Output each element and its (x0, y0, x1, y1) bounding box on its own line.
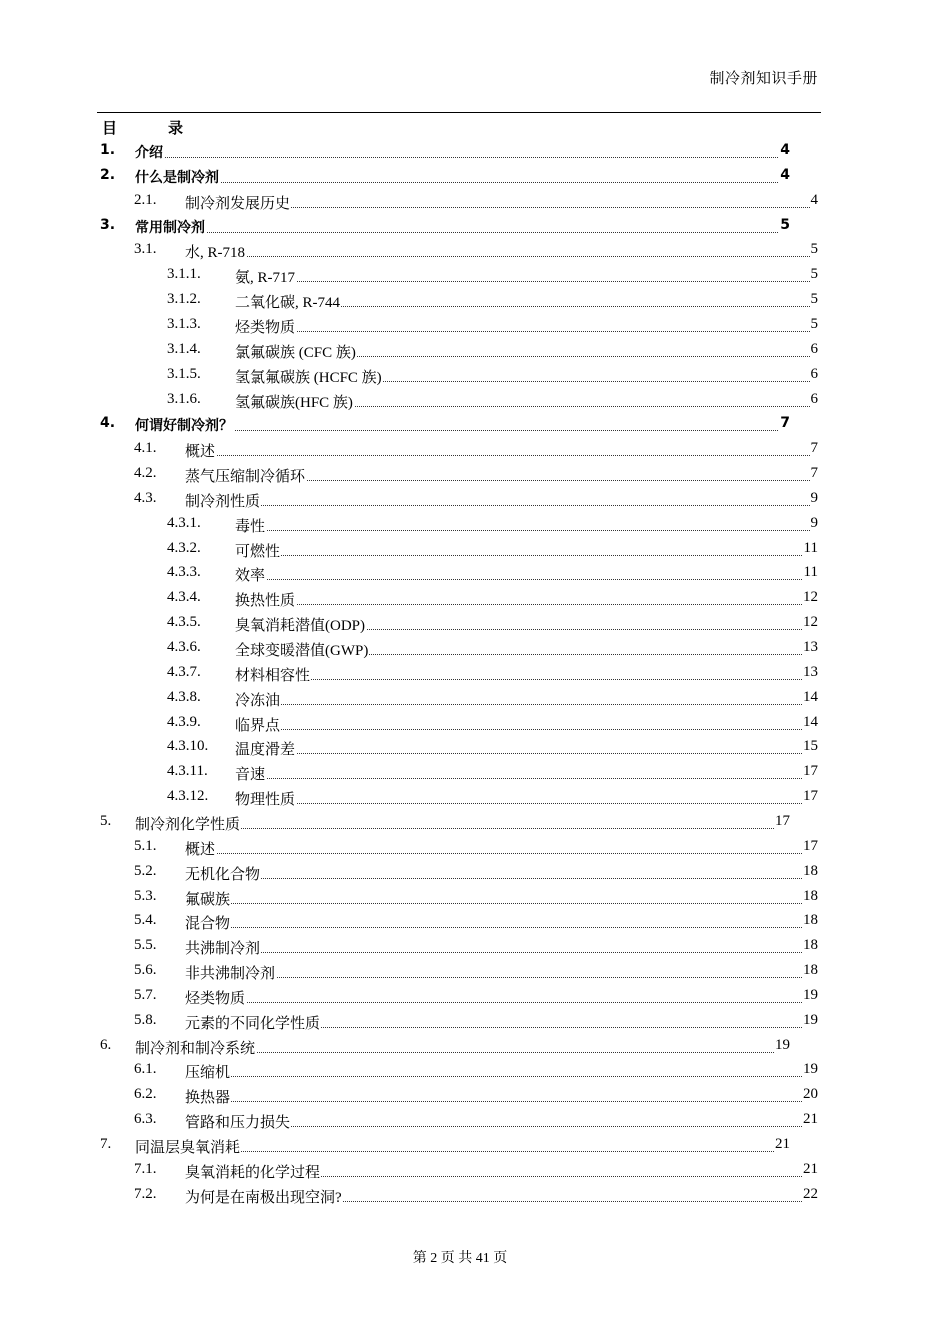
toc-entry-page: 5 (810, 266, 818, 283)
toc-entry-page: 12 (803, 589, 818, 606)
toc-entry-title: 概述 (185, 440, 216, 461)
toc-entry-page: 5 (810, 315, 818, 332)
toc-dot-leader (235, 530, 818, 531)
toc-entry-page: 18 (803, 937, 818, 954)
toc-entry[interactable] (167, 366, 818, 388)
toc-entry-number: 3.1.2. (167, 291, 201, 308)
toc-entry-page: 19 (803, 986, 818, 1003)
toc-dot-leader (235, 281, 818, 282)
toc-entry[interactable] (167, 291, 818, 313)
toc-dot-leader (185, 1002, 818, 1003)
toc-dot-leader (135, 232, 790, 233)
toc-entry-page: 7 (810, 465, 818, 482)
toc-entry-title: 无机化合物 (185, 863, 261, 884)
toc-entry[interactable] (167, 391, 818, 413)
toc-entry[interactable] (134, 1061, 818, 1083)
toc-entry-title: 临界点 (235, 714, 281, 735)
toc-entry-page: 13 (803, 639, 818, 655)
toc-entry[interactable] (134, 1111, 818, 1133)
toc-entry-number: 6.3. (134, 1111, 157, 1128)
toc-entry-number: 2.1. (134, 191, 157, 208)
toc-dot-leader (135, 157, 790, 158)
toc-entry-title: 概述 (185, 838, 216, 859)
page-footer: 第 2 页 共 41 页 (412, 1251, 508, 1266)
toc-entry-page: 14 (803, 688, 818, 705)
toc-entry-number: 4.3.3. (167, 564, 201, 581)
toc-entry-page: 19 (803, 1011, 818, 1028)
toc-entry[interactable] (134, 838, 818, 860)
toc-dot-leader (185, 952, 818, 953)
toc-entry-title: 全球变暖潜值(GWP) (235, 639, 369, 660)
toc-entry[interactable] (100, 1136, 790, 1158)
toc-entry-page: 21 (803, 1160, 818, 1177)
toc-entry-number: 4.2. (134, 465, 157, 482)
toc-entry-title: 制冷剂和制冷系统 (135, 1037, 256, 1058)
toc-entry[interactable] (134, 962, 818, 984)
toc-entry-title: 为何是在南极出现空洞? (185, 1186, 343, 1207)
toc-entry-page: 4 (810, 191, 818, 208)
toc-entry-title: 何谓好制冷剂？ (135, 415, 234, 435)
toc-entry-number: 6.2. (134, 1086, 157, 1103)
toc-entry-title: 氢氟碳族(HFC 族) (235, 391, 354, 412)
toc-entry-page: 4 (780, 142, 790, 158)
toc-entry-title: 共沸制冷剂 (185, 937, 261, 958)
toc-entry-number: 5.8. (134, 1011, 157, 1028)
toc-entry[interactable] (100, 167, 790, 189)
toc-entry-number: 4.3.5. (167, 614, 201, 631)
toc-dot-leader (185, 455, 818, 456)
toc-entry-title: 制冷剂化学性质 (135, 813, 241, 834)
toc-entry[interactable] (167, 788, 818, 810)
toc-entry-title: 冷冻油 (235, 689, 281, 710)
toc-entry-number: 5.4. (134, 912, 157, 929)
toc-entry-page: 5 (810, 241, 818, 258)
toc-entry[interactable] (134, 987, 818, 1009)
toc-entry-number: 5.1. (134, 837, 157, 854)
toc-entry-page: 7 (810, 440, 818, 457)
toc-dot-leader (185, 1101, 818, 1102)
toc-entry-title: 氟碳族 (185, 888, 231, 909)
toc-heading-right: 录 (168, 119, 184, 137)
toc-dot-leader (235, 579, 818, 580)
toc-entry[interactable] (100, 415, 790, 437)
toc-entry-number: 7.1. (134, 1160, 157, 1177)
toc-entry-title: 烃类物质 (185, 987, 246, 1008)
toc-entry-page: 11 (803, 539, 818, 556)
toc-entry-title: 管路和压力损失 (185, 1111, 291, 1132)
toc-entry[interactable] (167, 515, 818, 537)
toc-entry-page: 6 (810, 390, 818, 407)
toc-entry-page: 21 (803, 1111, 818, 1128)
toc-entry-title: 臭氧消耗的化学过程 (185, 1161, 321, 1182)
toc-entry-title: 材料相容性 (235, 664, 311, 685)
toc-entry-number: 1. (100, 142, 116, 158)
toc-dot-leader (185, 927, 818, 928)
toc-entry-number: 4.3.9. (167, 713, 201, 730)
toc-entry[interactable] (134, 937, 818, 959)
toc-entry-title: 氯氟碳族 (CFC 族) (235, 341, 357, 362)
toc-dot-leader (185, 977, 818, 978)
toc-entry-number: 5.7. (134, 986, 157, 1003)
toc-entry-page: 9 (810, 514, 818, 531)
toc-entry-title: 换热器 (185, 1086, 231, 1107)
toc-entry[interactable] (167, 266, 818, 288)
toc-dot-leader (235, 729, 818, 730)
toc-entry[interactable] (100, 813, 790, 835)
toc-entry-page: 18 (803, 887, 818, 904)
toc-entry[interactable] (167, 341, 818, 363)
toc-entry[interactable] (134, 1186, 818, 1208)
toc-entry-number: 4.3.11. (167, 763, 208, 780)
toc-entry-title: 元素的不同化学性质 (185, 1012, 321, 1033)
toc-entry-number: 5. (100, 812, 112, 829)
toc-entry-number: 3.1.3. (167, 315, 201, 332)
toc-entry-title: 换热性质 (235, 589, 296, 610)
toc-entry[interactable] (134, 465, 818, 487)
toc-entry-number: 4.3.2. (167, 539, 201, 556)
toc-entry-number: 3.1. (134, 241, 157, 258)
toc-entry-number: 6.1. (134, 1061, 157, 1078)
toc-dot-leader (185, 256, 818, 257)
toc-entry-number: 5.2. (134, 862, 157, 879)
toc-entry-page: 11 (803, 564, 818, 581)
toc-entry-page: 18 (803, 962, 818, 979)
toc-dot-leader (235, 753, 818, 754)
toc-entry-number: 4.3.6. (167, 639, 201, 655)
toc-entry-page: 15 (803, 738, 818, 755)
toc-entry[interactable] (100, 142, 790, 164)
toc-entry-number: 5.3. (134, 887, 157, 904)
toc-entry-number: 4.3. (134, 489, 157, 506)
toc-entry-page: 6 (810, 340, 818, 357)
toc-entry[interactable] (134, 888, 818, 910)
toc-entry-number: 4.3.4. (167, 589, 201, 606)
toc-entry-page: 17 (803, 837, 818, 854)
toc-entry[interactable] (167, 614, 818, 636)
toc-entry[interactable] (167, 714, 818, 736)
toc-dot-leader (185, 903, 818, 904)
toc-entry-page: 7 (780, 415, 790, 432)
toc-entry[interactable] (167, 540, 818, 562)
toc-entry-title: 物理性质 (235, 788, 296, 809)
toc-entry-number: 3. (100, 216, 116, 233)
toc-entry-page: 18 (803, 912, 818, 929)
toc-entry-page: 6 (810, 365, 818, 382)
running-header-title: 制冷剂知识手册 (709, 69, 818, 87)
toc-entry-title: 效率 (235, 564, 266, 585)
toc-entry[interactable] (167, 763, 818, 785)
toc-entry-number: 3.1.4. (167, 340, 201, 357)
toc-entry-number: 7.2. (134, 1185, 157, 1202)
toc-entry-title: 氨, R-717 (235, 266, 296, 287)
toc-entry[interactable] (100, 217, 790, 239)
toc-entry-number: 4.1. (134, 440, 157, 457)
toc-entry-number: 3.1.1. (167, 266, 201, 283)
toc-entry-number: 4.3.10. (167, 738, 209, 755)
toc-dot-leader (185, 505, 818, 506)
toc-entry-title: 制冷剂性质 (185, 490, 261, 511)
toc-entry-title: 非共沸制冷剂 (185, 962, 276, 983)
toc-entry[interactable] (167, 589, 818, 611)
toc-dot-leader (235, 555, 818, 556)
toc-entry[interactable] (134, 241, 818, 263)
toc-entry-page: 18 (803, 862, 818, 879)
toc-entry-page: 5 (810, 291, 818, 308)
toc-entry-number: 4.3.7. (167, 663, 201, 680)
toc-entry-page: 22 (803, 1185, 818, 1202)
toc-entry[interactable] (134, 863, 818, 885)
toc-entry-page: 21 (775, 1136, 790, 1152)
toc-entry-number: 4.3.1. (167, 514, 201, 531)
toc-entry-title: 毒性 (235, 515, 266, 536)
toc-heading (100, 117, 300, 137)
toc-entry[interactable] (100, 1037, 790, 1059)
toc-entry-page: 17 (803, 788, 818, 805)
toc-entry[interactable] (167, 639, 818, 661)
toc-entry[interactable] (167, 664, 818, 686)
toc-heading-left: 目 (102, 119, 118, 137)
toc-dot-leader (235, 704, 818, 705)
toc-dot-leader (235, 679, 818, 680)
toc-entry[interactable] (167, 738, 818, 760)
toc-entry[interactable] (134, 1161, 818, 1183)
toc-entry-title: 烃类物质 (235, 316, 296, 337)
toc-entry-title: 二氧化碳, R-744 (235, 291, 341, 312)
toc-entry-title: 臭氧消耗潜值(ODP) (235, 614, 366, 635)
toc-entry-page: 14 (803, 713, 818, 730)
toc-entry[interactable] (167, 316, 818, 338)
toc-entry-page: 17 (803, 763, 818, 780)
toc-entry[interactable] (134, 1086, 818, 1108)
toc-entry[interactable] (167, 564, 818, 586)
toc-entry-page: 12 (803, 614, 818, 631)
toc-entry-title: 同温层臭氧消耗 (135, 1136, 241, 1157)
toc-entry-number: 5.6. (134, 962, 157, 979)
toc-entry-title: 可燃性 (235, 540, 281, 561)
toc-entry-title: 音速 (235, 763, 266, 784)
toc-entry-title: 混合物 (185, 912, 231, 933)
toc-dot-leader (235, 331, 818, 332)
toc-entry[interactable] (134, 490, 818, 512)
toc-entry-title: 温度滑差 (235, 738, 296, 759)
toc-entry-title: 制冷剂发展历史 (185, 192, 291, 213)
toc-entry-page: 5 (780, 216, 790, 233)
toc-entry-title: 常用制冷剂 (135, 217, 206, 237)
toc-entry-page: 19 (803, 1061, 818, 1078)
toc-entry-page: 4 (780, 166, 790, 183)
toc-entry[interactable] (134, 912, 818, 934)
toc-dot-leader (235, 803, 818, 804)
toc-entry-title: 水, R-718 (185, 241, 246, 262)
toc-entry-number: 5.5. (134, 937, 157, 954)
toc-dot-leader (135, 182, 790, 183)
toc-dot-leader (185, 878, 818, 879)
toc-dot-leader (185, 1076, 818, 1077)
toc-entry-title: 介绍 (135, 142, 164, 162)
toc-entry-page: 19 (775, 1036, 790, 1053)
toc-entry[interactable] (167, 689, 818, 711)
toc-entry[interactable] (134, 440, 818, 462)
toc-entry-number: 4.3.12. (167, 788, 209, 805)
toc-entry-title: 压缩机 (185, 1061, 231, 1082)
toc-entry-number: 6. (100, 1036, 112, 1053)
toc-dot-leader (235, 604, 818, 605)
toc-entry-title: 氢氯氟碳族 (HCFC 族) (235, 366, 383, 387)
header-divider (97, 112, 821, 113)
toc-entry[interactable] (134, 192, 818, 214)
toc-dot-leader (185, 853, 818, 854)
toc-entry-page: 17 (775, 812, 790, 829)
toc-dot-leader (235, 778, 818, 779)
toc-entry-number: 2. (100, 166, 116, 183)
toc-entry-number: 3.1.6. (167, 390, 201, 407)
toc-entry-number: 4. (100, 415, 116, 432)
toc-entry-title: 什么是制冷剂 (135, 167, 220, 187)
toc-entry-page: 20 (803, 1086, 818, 1103)
toc-entry-number: 3.1.5. (167, 365, 201, 382)
toc-entry-page: 13 (803, 663, 818, 680)
toc-entry-title: 蒸气压缩制冷循环 (185, 465, 306, 486)
toc-entry-page: 9 (810, 489, 818, 506)
toc-entry-number: 4.3.8. (167, 688, 201, 705)
toc-entry-number: 7. (100, 1136, 112, 1152)
toc-entry[interactable] (134, 1012, 818, 1034)
